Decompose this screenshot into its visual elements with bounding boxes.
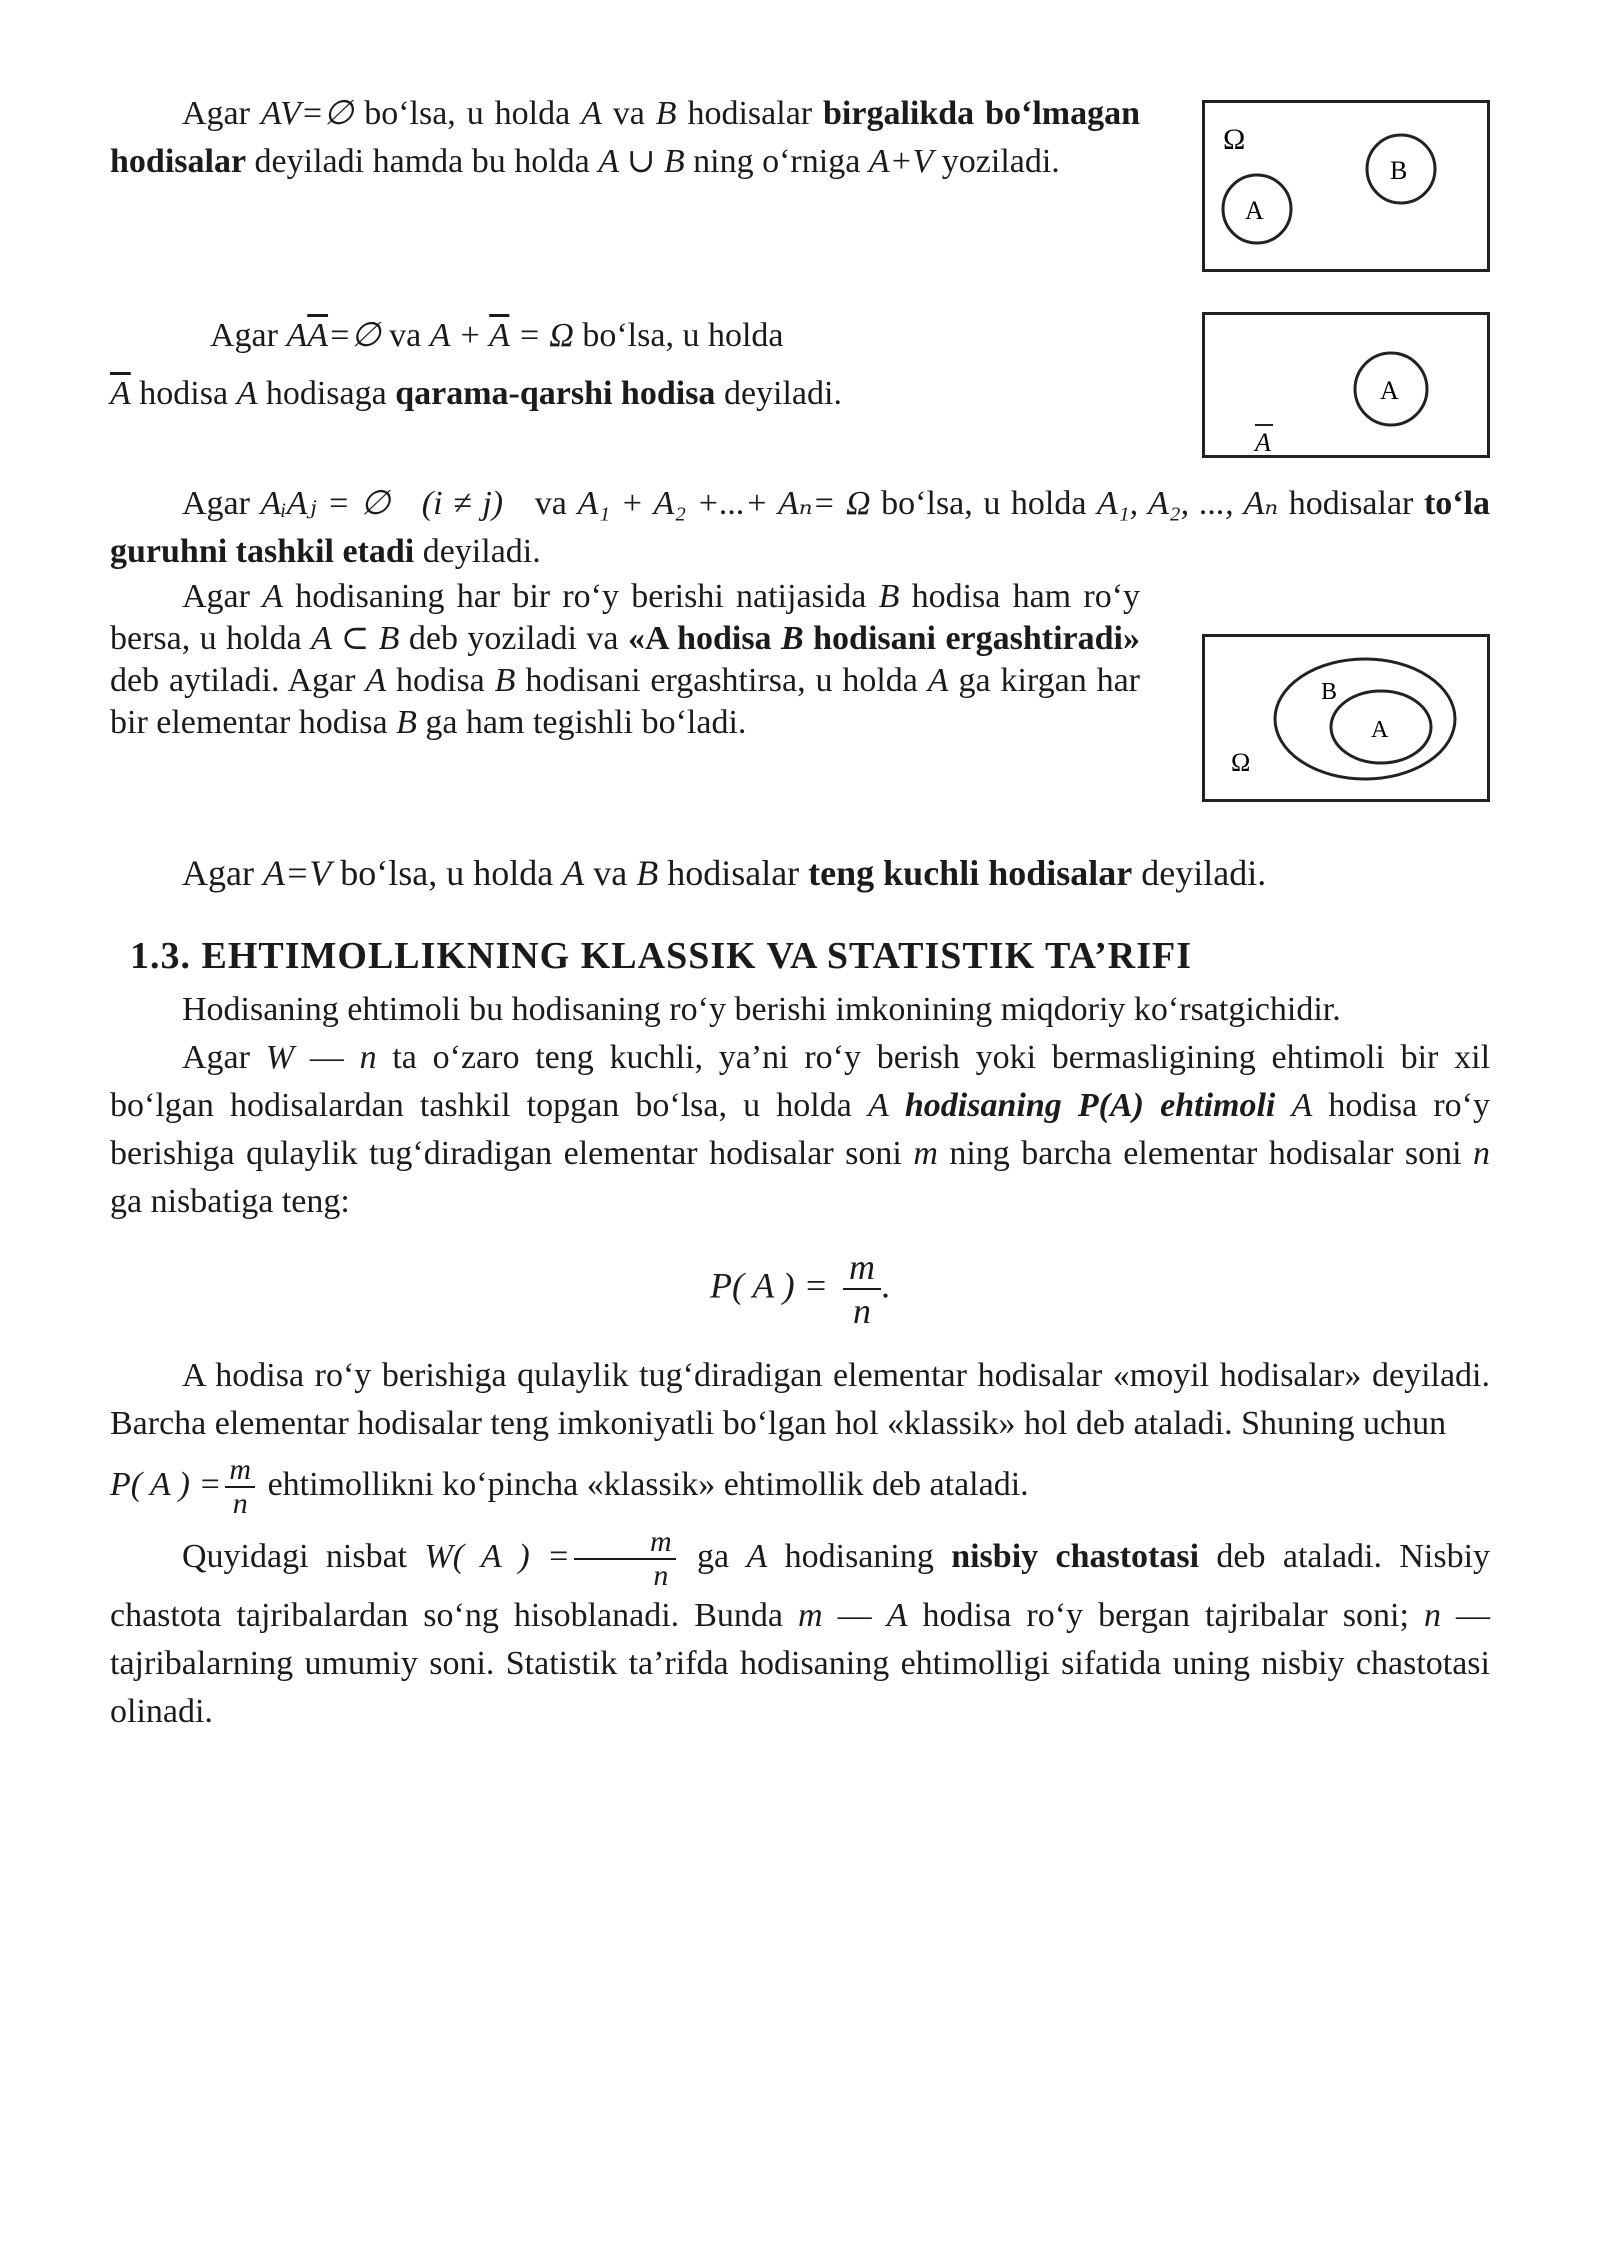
fraction-numerator: m <box>574 1526 676 1560</box>
symbol-a-bar: $\overline{A}$ <box>489 317 510 354</box>
paragraph-complete-group <box>110 480 1490 576</box>
circle-a-label: A <box>1380 376 1399 405</box>
symbol-n: n <box>1473 1135 1490 1172</box>
text: Agar <box>182 853 263 893</box>
text: Agar <box>182 95 261 132</box>
text: bo‘lsa, u holda <box>331 853 563 893</box>
venn-diagram-complement <box>1202 312 1490 458</box>
block-implication <box>110 576 1490 802</box>
paragraph-probability-intro: Hodisaning ehtimoli bu hodisaning ro‘y berishi imkonining miqdoriy ko‘rsatgichidir. <box>182 991 1341 1028</box>
text: — tajribalarning umumiy soni. Statistik ta’rifda hodisaning ehtimolligi sifatida uning nisbiy chastotasi olinadi. <box>110 1597 1491 1730</box>
text: Agar <box>210 317 287 354</box>
venn-subset-svg <box>1205 637 1487 799</box>
text: va <box>601 95 656 132</box>
symbol-a: A <box>286 317 308 354</box>
text: va <box>524 485 578 522</box>
fraction-denominator: n <box>852 1291 871 1331</box>
formula-omega: = Ω <box>509 317 574 354</box>
text: bo‘lsa, u holda <box>353 95 582 132</box>
symbol-a: A <box>927 662 949 699</box>
venn-disjoint-svg <box>1205 103 1487 269</box>
text: ga ham tegishli bo‘ladi. <box>416 704 747 741</box>
text: hodisa ro‘y bergan tajribalar soni; <box>907 1597 1424 1634</box>
text: hodisa ro‘y berishiga qulaylik tug‘diradigan elementar hodisalar soni <box>110 1087 1490 1172</box>
symbol-a: A <box>365 662 387 699</box>
fraction-denominator: n <box>653 1559 669 1592</box>
symbol-n: n <box>359 1039 377 1076</box>
term-probability: hodisaning P(A) ehtimoli <box>888 1087 1292 1124</box>
formula-pairwise-empty: AᵢAⱼ = ∅ <box>260 485 391 522</box>
paragraph-implication <box>110 576 1140 744</box>
symbol-n: n <box>1423 1597 1441 1634</box>
text: ehtimollikni ko‘pincha «klassik» ehtimollik deb ataladi. <box>259 1465 1029 1503</box>
text: Agar <box>182 485 261 522</box>
formula-equal: A=V <box>262 853 332 893</box>
formula-av-empty: AV=∅ <box>260 95 354 132</box>
text: hodisa <box>130 375 237 412</box>
block-complement-event <box>110 308 1490 458</box>
paragraph-equivalent-events <box>110 846 1490 900</box>
formula-empty: =∅ <box>328 317 381 354</box>
symbol-a: A <box>867 1087 889 1124</box>
text: deyiladi. <box>1132 853 1267 893</box>
formula-classic-probability <box>110 1246 1490 1332</box>
text: Agar <box>182 1039 266 1076</box>
section-title: 1.3. EHTIMOLLIKNING KLASSIK VA STATISTIK TA’RIFI <box>130 935 1192 977</box>
symbol-a-bar: $\overline{A}$ <box>110 375 131 412</box>
formula-union: A ∪ B <box>598 143 685 180</box>
term-equivalent-events: teng kuchli hodisalar <box>808 853 1133 893</box>
paragraph-classic-definition <box>110 1034 1490 1226</box>
venn-diagram-subset <box>1202 634 1490 802</box>
symbol-b: B <box>396 704 417 741</box>
ellipse-b-label: B <box>1321 679 1338 705</box>
symbol-a: A <box>236 375 258 412</box>
text: bo‘lsa, u holda <box>870 485 1097 522</box>
symbol-m: m <box>798 1597 823 1634</box>
fraction <box>574 1526 676 1592</box>
symbol-a-bar: $\overline{A}$ <box>307 317 329 354</box>
text: ga kirgan har bir elementar hodisa <box>110 662 1140 741</box>
text: hodisa ham ro‘y bersa, u holda <box>110 578 1141 657</box>
text: hodisaning har bir ro‘y berishi natijasida <box>283 578 879 615</box>
symbol-w: W <box>265 1039 295 1076</box>
symbol-a: A <box>262 578 283 615</box>
venn-complement-svg <box>1205 315 1487 455</box>
formula-event-list: A₁, A₂, ..., Aₙ <box>1097 485 1279 522</box>
formula-sum: A + <box>429 317 490 354</box>
text: yoziladi. <box>933 143 1060 180</box>
term-complete-group: to‘la guruhni tashkil etadi <box>110 485 1491 570</box>
text: — <box>822 1597 887 1634</box>
text: bo‘lsa, u holda <box>573 317 784 354</box>
text: ga <box>679 1537 747 1575</box>
fraction <box>843 1246 881 1332</box>
text: va <box>584 853 637 893</box>
text: ta o‘zaro teng kuchli, ya’ni ro‘y berish yoki bermasligining ehtimoli bir xil bo‘lgan hodisalardan tashkil topgan bo‘lsa, u holda <box>110 1039 1491 1124</box>
complement-line-2 <box>110 364 1140 424</box>
text: hodisani ergashtirsa, u holda <box>515 662 928 699</box>
text: hodisalar <box>658 853 809 893</box>
text: deb yoziladi va <box>399 620 628 657</box>
formula-total-sum: A₁ + A₂ +...+ Aₙ= Ω <box>577 485 871 522</box>
omega-label: Ω <box>1223 123 1246 156</box>
text: — <box>294 1039 360 1076</box>
symbol-b: B <box>494 662 516 699</box>
text: deyiladi. <box>715 375 842 412</box>
symbol-a: A <box>581 95 602 132</box>
paragraph-disjoint-events <box>110 90 1140 186</box>
text: hodisalar <box>1278 485 1424 522</box>
text: deyiladi hamda bu holda <box>246 143 599 180</box>
formula-sum: A+V <box>868 143 934 180</box>
page <box>110 80 1490 1736</box>
formula-lhs: P( A ) = <box>110 1465 222 1503</box>
term-disjoint-events: birgalikda bo‘lmagan hodisalar <box>110 95 1140 180</box>
omega-label: Ω <box>1231 748 1251 777</box>
symbol-a: A <box>746 1537 768 1575</box>
paragraph-favorable-events: A hodisa ro‘y berishiga qulaylik tug‘diradigan elementar hodisalar «moyil hodisalar» deyiladi. Barcha elementar hodisalar teng imkoniyatli bo‘lgan hol «klassik» hol deb ataladi. Shuning uchun <box>110 1357 1490 1442</box>
symbol-a: A <box>562 853 585 893</box>
term-implies-1: «A hodisa <box>627 620 782 657</box>
fraction <box>225 1454 255 1520</box>
formula-i-neq-j: (i ≠ j) <box>421 485 504 522</box>
text: ning barcha elementar hodisalar soni <box>937 1135 1473 1172</box>
text: hodisaning <box>767 1537 952 1575</box>
venn-diagram-disjoint <box>1202 100 1490 272</box>
fraction-numerator: m <box>843 1246 881 1290</box>
text: ga nisbatiga teng: <box>110 1183 350 1220</box>
text: hodisalar <box>676 95 824 132</box>
term-relative-frequency: nisbiy chastotasi <box>951 1537 1200 1575</box>
text: deb ataladi. Nisbiy chastota tajribalardan so‘ng hisoblanadi. Bunda <box>110 1537 1491 1634</box>
term-implies-2: hodisani ergashtiradi» <box>803 620 1140 657</box>
symbol-m: m <box>913 1135 938 1172</box>
formula-lhs: P( A ) = <box>710 1265 828 1306</box>
complement-label: A <box>1255 428 1271 455</box>
symbol-b: B <box>636 853 659 893</box>
circle-b-label: B <box>1390 156 1408 185</box>
symbol-b: B <box>878 578 900 615</box>
fraction-numerator: m <box>225 1454 255 1488</box>
text: hodisaga <box>257 375 396 412</box>
symbol-a: A <box>1291 1087 1313 1124</box>
block-disjoint-events <box>110 90 1490 272</box>
text: deb aytiladi. Agar <box>110 662 366 699</box>
complement-line-1 <box>110 308 1140 364</box>
symbol-a: A <box>886 1597 908 1634</box>
text: Agar <box>182 578 263 615</box>
formula-subset: A ⊂ B <box>311 620 400 657</box>
text: ning o‘rniga <box>684 143 869 180</box>
formula-period: . <box>880 1265 890 1306</box>
fraction-denominator: n <box>232 1487 248 1520</box>
formula-lhs: W( A ) = <box>424 1537 570 1575</box>
paragraph-complement-event <box>110 308 1140 424</box>
text: deyiladi. <box>414 533 541 570</box>
text: Quyidagi nisbat <box>182 1537 425 1575</box>
text: va <box>380 317 430 354</box>
ellipse-a-label: A <box>1371 717 1389 743</box>
paragraph-classic-probability <box>110 1454 1490 1520</box>
term-implies-b: B <box>781 620 804 657</box>
term-complement-event: qarama-qarshi hodisa <box>395 375 716 412</box>
paragraph-relative-frequency <box>110 1526 1490 1736</box>
symbol-b: B <box>655 95 677 132</box>
text: hodisa <box>386 662 495 699</box>
circle-a-label: A <box>1245 196 1264 225</box>
